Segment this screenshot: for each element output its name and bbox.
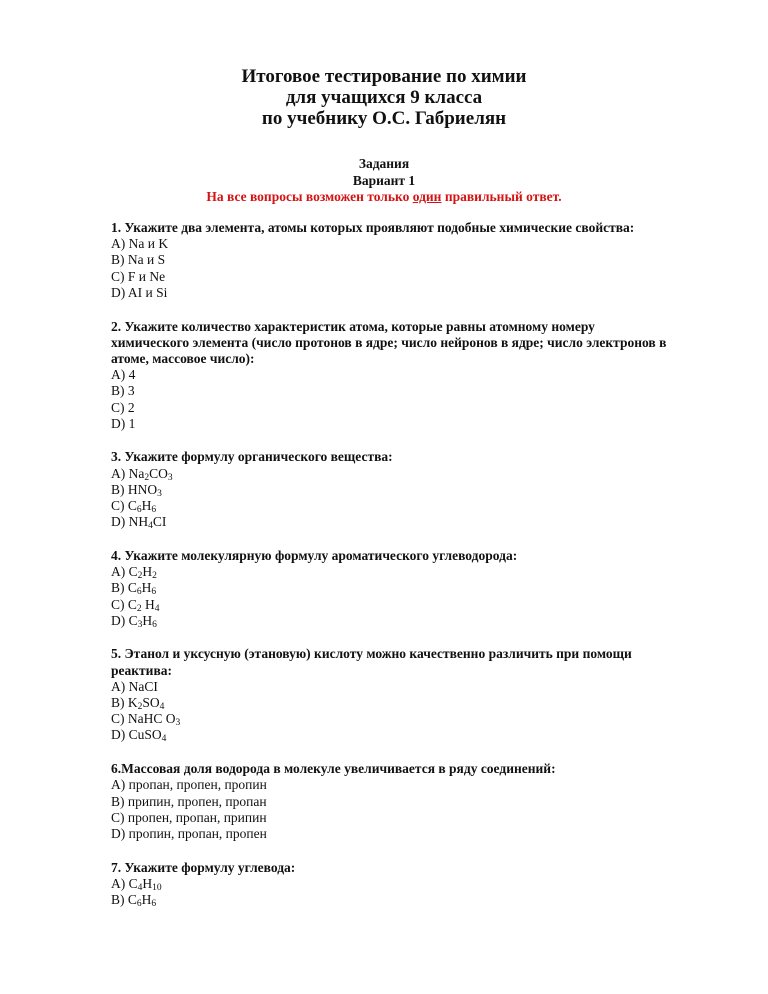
option-prefix: В): [111, 695, 128, 711]
formula-text: H: [141, 892, 152, 908]
formula-text: H: [141, 596, 155, 612]
formula-subscript: 6: [136, 505, 142, 516]
formula-text: C: [128, 564, 138, 580]
formula-text: NH: [128, 514, 149, 530]
answer-option: D) 1: [111, 415, 136, 431]
question-text: 7. Укажите формулу углевода:: [111, 859, 296, 875]
formula-subscript: 4: [159, 702, 165, 713]
answer-option: [111, 514, 671, 530]
answer-option: [111, 498, 671, 514]
answer-option: А) 4: [111, 367, 136, 383]
formula-text: C: [127, 892, 137, 908]
answer-option: С) 2: [111, 399, 135, 415]
formula-text: CI: [152, 514, 167, 530]
formula-subscript: 4: [148, 521, 153, 532]
formula-subscript: 3: [175, 718, 181, 729]
formula-subscript: 6: [151, 899, 157, 910]
section-label: Задания: [358, 156, 410, 171]
formula-text: H: [142, 564, 153, 580]
question-list: [111, 220, 671, 926]
formula-subscript: 3: [167, 472, 173, 483]
title-line-2: для учащихся 9 класса: [285, 87, 483, 108]
question-text: 1. Укажите два элемента, атомы которых проявляют подобные химические свойства:: [111, 220, 635, 235]
formula-subscript: 6: [136, 899, 142, 910]
option-prefix: D): [111, 727, 129, 743]
option-prefix: А): [111, 564, 129, 580]
formula-subscript: 2: [152, 571, 157, 582]
question-1: [111, 220, 671, 301]
answer-option: А) Na и K: [111, 236, 169, 252]
question-text: 2. Укажите количество характеристик атома, которые равны атомному номеру химического элемента (число протонов в ядре; число нейронов в ядре; число электронов в атоме, массовое число):: [111, 318, 667, 366]
answer-option: [111, 564, 671, 580]
formula-text: C: [128, 875, 138, 891]
formula-subscript: 4: [161, 734, 167, 745]
answer-option: А) пропан, пропен, пропин: [111, 777, 267, 793]
formula-text: NaCI: [128, 678, 158, 694]
answer-option: [111, 613, 671, 629]
answer-option: [111, 892, 671, 908]
notice-text-end: правильный ответ.: [441, 189, 562, 204]
formula-subscript: 3: [157, 488, 162, 499]
answer-option: С) F и Ne: [111, 268, 166, 284]
answer-option: D) AI и Si: [111, 284, 168, 300]
formula-text: Na: [128, 465, 145, 481]
question-7: [111, 860, 671, 909]
document-title: [0, 66, 768, 129]
answer-option: [111, 466, 671, 482]
answer-option: [111, 580, 671, 596]
answer-option: [111, 711, 671, 727]
formula-text: NaHC O: [127, 711, 176, 727]
option-prefix: D): [111, 612, 129, 628]
option-prefix: А): [111, 465, 129, 481]
option-prefix: В): [111, 580, 128, 596]
formula-text: CO: [149, 465, 168, 481]
formula-subscript: 2: [137, 571, 143, 582]
formula-text: C: [128, 612, 138, 628]
notice-underlined-word: один: [412, 189, 442, 204]
formula-subscript: 6: [136, 587, 142, 598]
formula-subscript: 2: [136, 603, 142, 614]
formula-text: H: [142, 875, 153, 891]
title-line-1: Итоговое тестирование по химии: [241, 66, 527, 87]
question-2: [111, 319, 671, 432]
question-5: [111, 646, 671, 743]
formula-subscript: 6: [152, 619, 157, 630]
question-text: 4. Укажите молекулярную формулу ароматического углеводорода:: [111, 547, 518, 563]
formula-subscript: 2: [144, 472, 150, 483]
option-prefix: С): [111, 498, 128, 514]
formula-text: HNO: [127, 481, 158, 497]
answer-option: [111, 727, 671, 743]
answer-option: В) припин, пропен, пропан: [111, 793, 267, 809]
question-4: [111, 548, 671, 629]
answer-option: В) Na и S: [111, 252, 166, 268]
title-line-3: по учебнику О.С. Габриелян: [261, 108, 507, 129]
formula-text: SO: [142, 695, 160, 711]
option-prefix: А): [111, 678, 129, 694]
answer-option: [111, 597, 671, 613]
question-6: [111, 761, 671, 842]
formula-subscript: 10: [152, 882, 162, 893]
option-prefix: В): [111, 892, 128, 908]
option-prefix: D): [111, 514, 129, 530]
instruction-notice: [0, 189, 768, 206]
notice-text-start: На все вопросы возможен только: [206, 189, 413, 204]
formula-subscript: 4: [154, 603, 160, 614]
formula-text: H: [141, 498, 152, 514]
formula-subscript: 4: [137, 882, 143, 893]
formula-text: H: [141, 580, 152, 596]
question-text: 5. Этанол и уксусную (этановую) кислоту можно качественно различить при помощи реактива:: [111, 646, 632, 678]
option-prefix: С): [111, 596, 128, 612]
formula-text: CuSO: [128, 727, 162, 743]
formula-subscript: 6: [151, 587, 157, 598]
section-header: [0, 156, 768, 206]
formula-subscript: 6: [151, 505, 157, 516]
answer-option: [111, 876, 671, 892]
question-text: 6.Массовая доля водорода в молекуле увеличивается в ряду соединений:: [111, 761, 556, 777]
question-3: [111, 449, 671, 530]
formula-subscript: 3: [137, 619, 143, 630]
formula-text: K: [127, 695, 138, 711]
option-prefix: В): [111, 481, 128, 497]
answer-option: [111, 695, 671, 711]
formula-text: C: [127, 596, 137, 612]
answer-option: [111, 482, 671, 498]
answer-option: [111, 679, 671, 695]
answer-option: D) пропин, пропан, пропен: [111, 826, 267, 841]
question-text: 3. Укажите формулу органического вещества:: [111, 449, 393, 465]
variant-label: Вариант 1: [352, 172, 416, 188]
formula-subscript: 2: [137, 702, 143, 713]
answer-option: С) пропен, пропан, припин: [111, 809, 267, 825]
formula-text: C: [127, 580, 137, 596]
formula-text: C: [127, 498, 137, 514]
answer-option: В) 3: [111, 383, 135, 399]
formula-text: H: [142, 612, 153, 628]
option-prefix: А): [111, 875, 129, 891]
option-prefix: С): [111, 711, 128, 727]
